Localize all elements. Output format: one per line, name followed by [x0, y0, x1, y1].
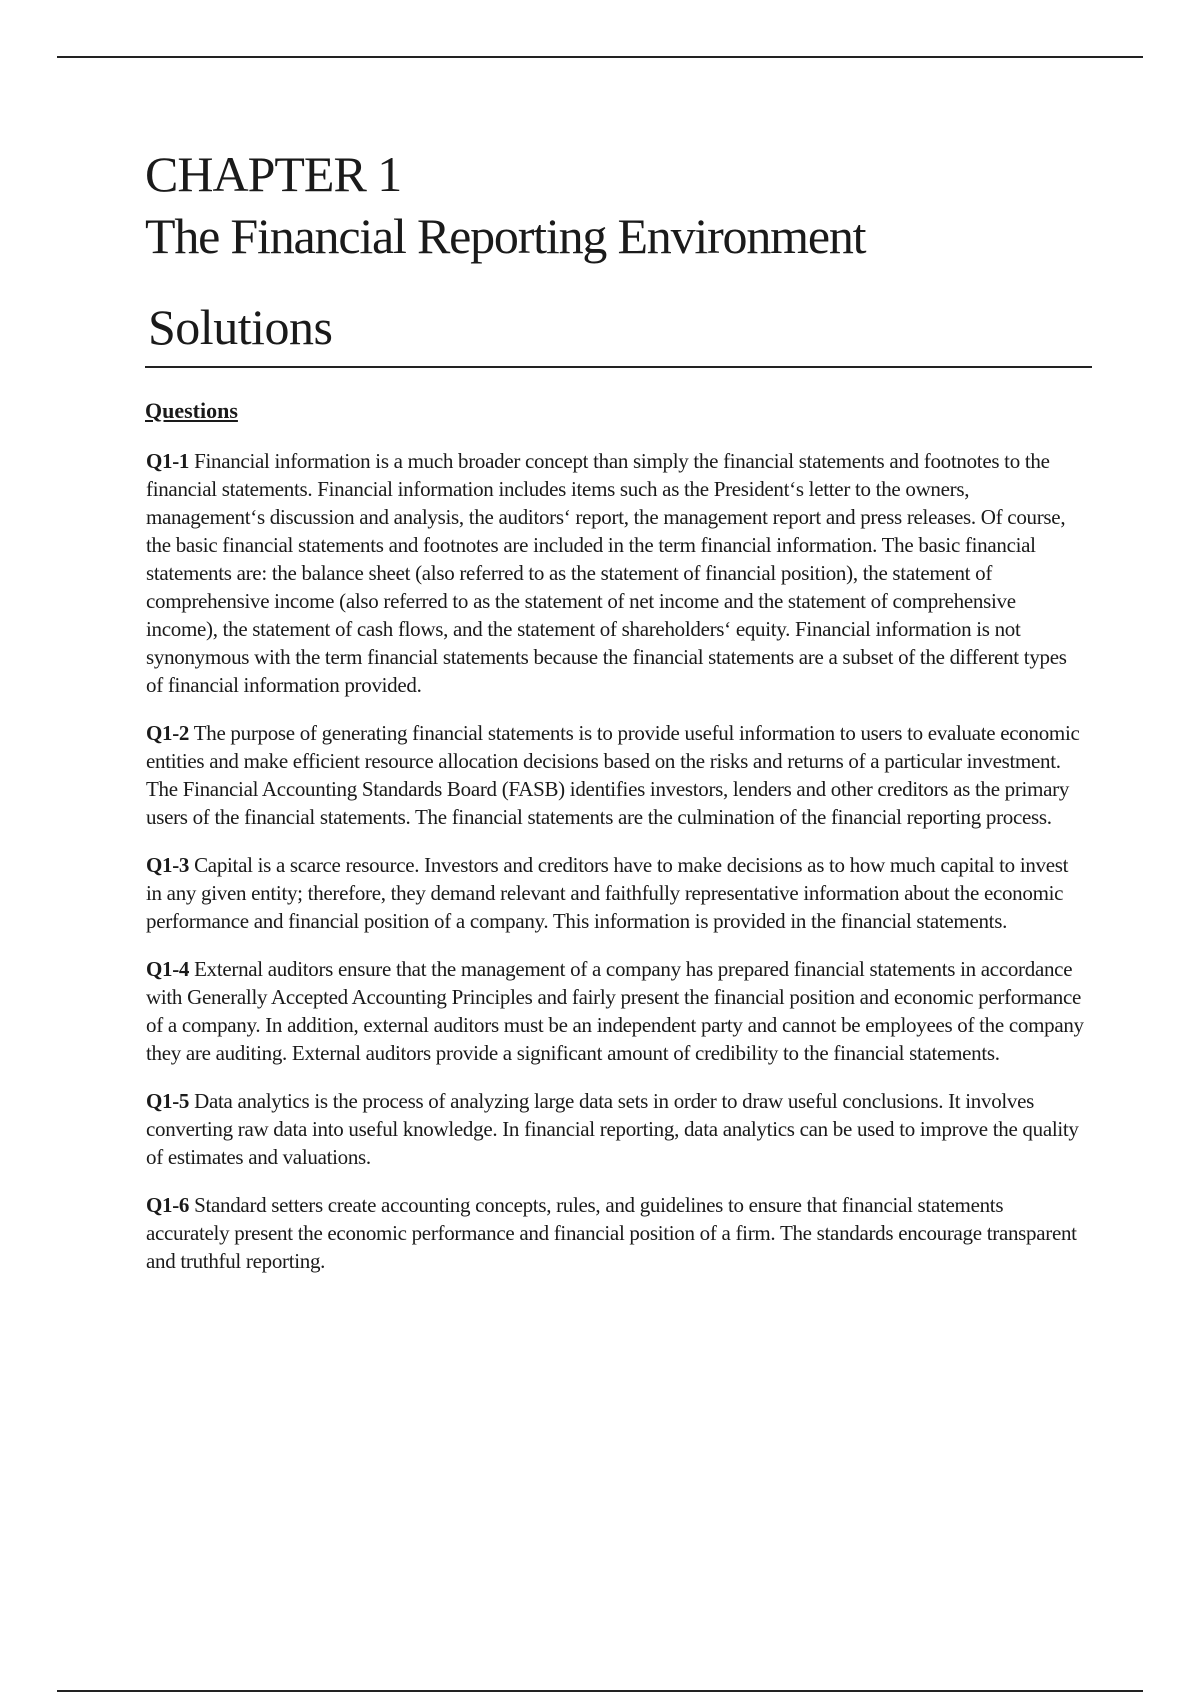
- chapter-number: CHAPTER 1: [145, 146, 402, 202]
- question-q1-3: [146, 851, 1088, 935]
- title-divider: [145, 366, 1092, 368]
- question-label: Q1-2: [146, 721, 190, 745]
- question-label: Q1-6: [146, 1193, 190, 1217]
- question-text: External auditors ensure that the management of a company has prepared financial statements in accordance with Generally Accepted Accounting Principles and fairly present the financial position and economic performance of a company. In addition, external auditors must be an independent party and cannot be employees of the company they are auditing. External auditors provide a significant amount of credibility to the financial statements.: [146, 957, 1084, 1065]
- chapter-subtitle: Solutions: [148, 299, 333, 355]
- question-label: Q1-3: [146, 853, 190, 877]
- questions-list: [146, 447, 1088, 1295]
- question-q1-5: [146, 1087, 1088, 1171]
- question-text: Financial information is a much broader concept than simply the financial statements and footnotes to the financial statements. Financial information includes items such as the President‘s letter to the owners, management‘s discussion and analysis, the auditors‘ report, the management report and press releases. Of course, the basic financial statements and footnotes are included in the term financial information. The basic financial statements are: the balance sheet (also referred to as the statement of financial position), the statement of comprehensive income (also referred to as the statement of net income and the statement of comprehensive income), the statement of cash flows, and the statement of shareholders‘ equity. Financial information is not synonymous with the term financial statements because the financial statements are a subset of the different types of financial information provided.: [146, 449, 1067, 697]
- question-q1-2: [146, 719, 1088, 831]
- question-text: Capital is a scarce resource. Investors and creditors have to make decisions as to how much capital to invest in any given entity; therefore, they demand relevant and faithfully representative information about the economic performance and financial position of a company. This information is provided in the financial statements.: [146, 853, 1069, 933]
- question-label: Q1-1: [146, 449, 190, 473]
- question-q1-4: [146, 955, 1088, 1067]
- question-text: Data analytics is the process of analyzing large data sets in order to draw useful conclusions. It involves converting raw data into useful knowledge. In financial reporting, data analytics can be used to improve the quality of estimates and valuations.: [146, 1089, 1079, 1169]
- question-label: Q1-5: [146, 1089, 190, 1113]
- question-label: Q1-4: [146, 957, 190, 981]
- chapter-title: The Financial Reporting Environment: [145, 208, 866, 264]
- question-q1-1: [146, 447, 1088, 699]
- question-text: The purpose of generating financial statements is to provide useful information to users to evaluate economic entities and make efficient resource allocation decisions based on the risks and returns of a particular investment. The Financial Accounting Standards Board (FASB) identifies investors, lenders and other creditors as the primary users of the financial statements. The financial statements are the culmination of the financial reporting process.: [146, 721, 1080, 829]
- bottom-divider: [57, 1690, 1143, 1692]
- top-divider: [57, 56, 1143, 58]
- question-text: Standard setters create accounting concepts, rules, and guidelines to ensure that financial statements accurately present the economic performance and financial position of a firm. The standards encourage transparent and truthful reporting.: [146, 1193, 1077, 1273]
- section-heading: Questions: [145, 398, 238, 423]
- question-q1-6: [146, 1191, 1088, 1275]
